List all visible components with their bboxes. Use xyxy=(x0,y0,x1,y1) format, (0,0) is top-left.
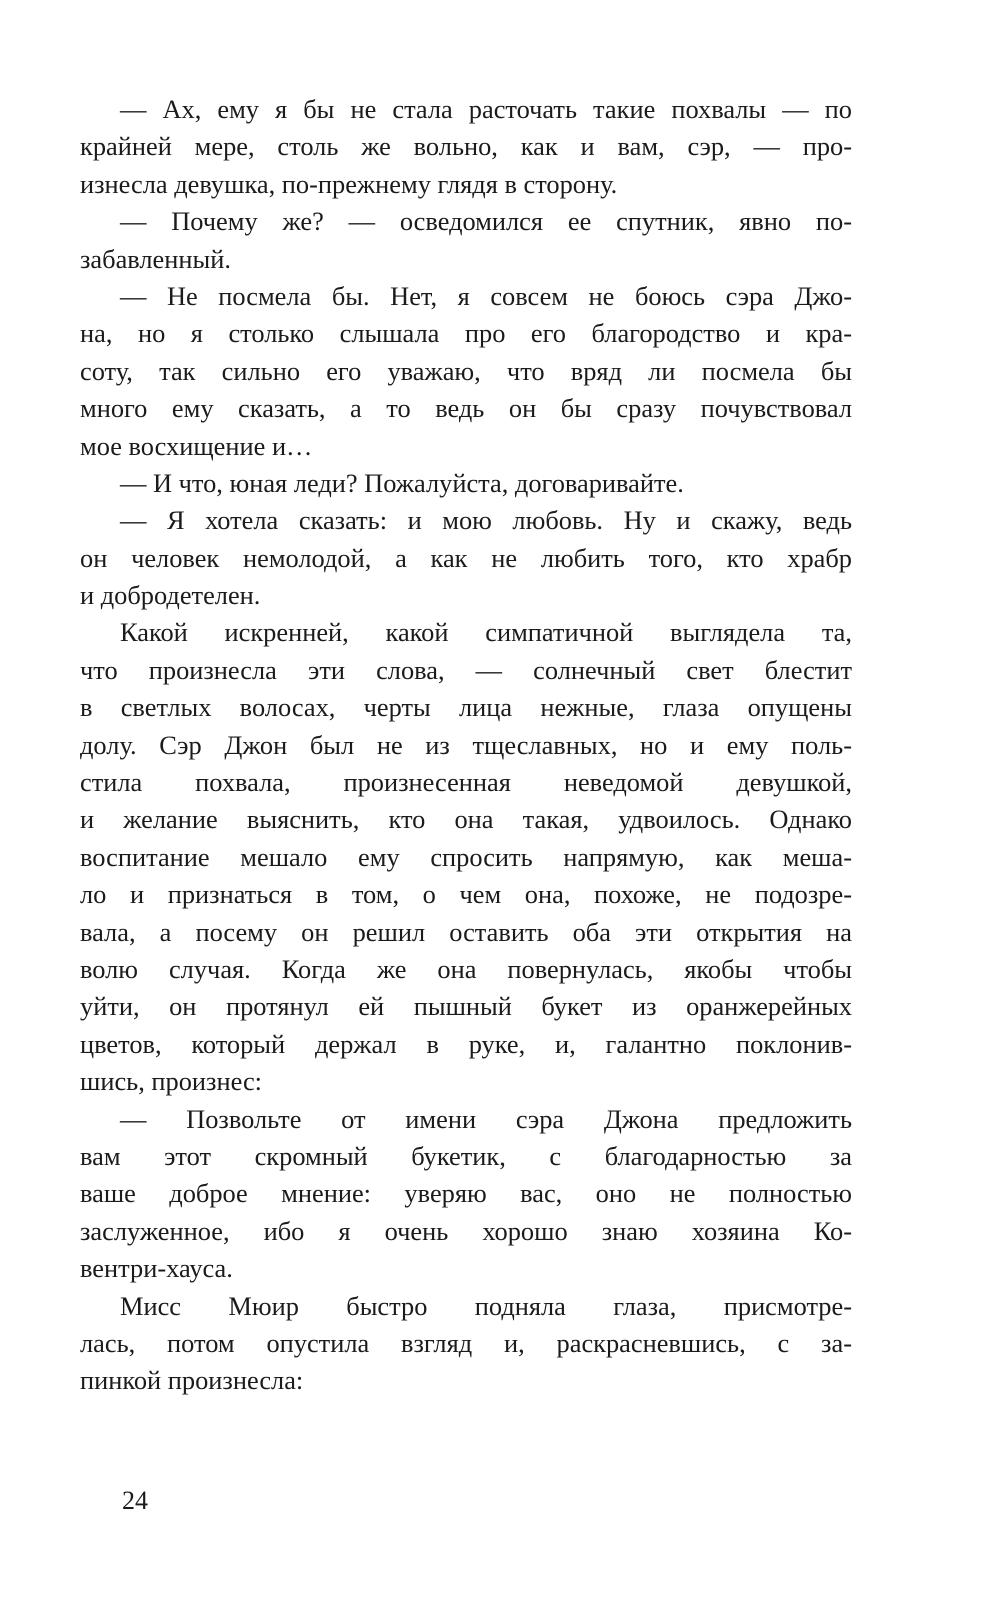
body-text xyxy=(80,91,852,1400)
text-line: — Ах, ему я бы не стала расточать такие похвалы — по xyxy=(120,94,852,124)
text-line: много ему сказать, а то ведь он бы сразу почувствовал xyxy=(80,393,852,424)
text-line: — Не посмела бы. Нет, я совсем не боюсь сэра Джо- xyxy=(120,280,852,311)
text-line: он человек немолодой, а как не любить того, кто храбр xyxy=(80,542,852,573)
text-line: и желание выяснить, кто она такая, удвоилось. Однако xyxy=(80,804,852,835)
text-line: изнесла девушка, по-прежнему глядя в сторону. xyxy=(80,168,618,199)
text-line: — Я хотела сказать: и мою любовь. Ну и скажу, ведь xyxy=(120,505,852,536)
text-line: и добродетелен. xyxy=(80,580,261,611)
text-line: стила похвала, произнесенная неведомой девушкой, xyxy=(80,767,852,798)
text-line: вентри-хауса. xyxy=(80,1253,233,1284)
text-line: вала, а посему он решил оставить оба эти открытия на xyxy=(80,916,852,947)
page-number: 24 xyxy=(122,1486,148,1515)
text-line: что произнесла эти слова, — солнечный свет блестит xyxy=(80,654,852,685)
text-line: заслуженное, ибо я очень хорошо знаю хозяина Ко- xyxy=(80,1215,852,1246)
text-line: пинкой произнесла: xyxy=(80,1365,304,1396)
text-line: забавленный. xyxy=(80,243,231,274)
text-line: — Почему же? — осведомился ее спутник, явно по- xyxy=(120,206,852,237)
text-line: лась, потом опустила взгляд и, раскрасневшись, с за- xyxy=(80,1327,852,1358)
text-line: вам этот скромный букетик, с благодарностью за xyxy=(80,1140,852,1171)
text-line: — И что, юная леди? Пожалуйста, договаривайте. xyxy=(120,467,684,498)
text-line: шись, произнес: xyxy=(80,1066,262,1097)
text-line: цветов, который держал в руке, и, галантно поклонив- xyxy=(80,1028,852,1059)
text-line: ло и признаться в том, о чем она, похоже, не подозре- xyxy=(80,879,852,910)
text-line: крайней мере, столь же вольно, как и вам, сэр, — про- xyxy=(80,131,852,162)
text-line: мое восхищение и… xyxy=(80,430,313,461)
text-line: воспитание мешало ему спросить напрямую, как меша- xyxy=(80,841,852,872)
text-line: ваше доброе мнение: уверяю вас, оно не полностью xyxy=(80,1178,852,1209)
text-line: Мисс Мюир быстро подняла глаза, присмотре- xyxy=(120,1290,852,1321)
text-line: — Позвольте от имени сэра Джона предложить xyxy=(120,1103,852,1134)
text-line: волю случая. Когда же она повернулась, якобы чтобы xyxy=(80,953,852,984)
text-line: в светлых волосах, черты лица нежные, глаза опущены xyxy=(80,692,852,723)
text-line: Какой искренней, какой симпатичной выглядела та, xyxy=(120,617,852,648)
text-line: на, но я столько слышала про его благородство и кра- xyxy=(80,318,852,349)
text-line: уйти, он протянул ей пышный букет из оранжерейных xyxy=(80,991,852,1022)
text-line: долу. Сэр Джон был не из тщеславных, но и ему поль- xyxy=(80,729,852,760)
text-line: соту, так сильно его уважаю, что вряд ли посмела бы xyxy=(80,355,852,386)
